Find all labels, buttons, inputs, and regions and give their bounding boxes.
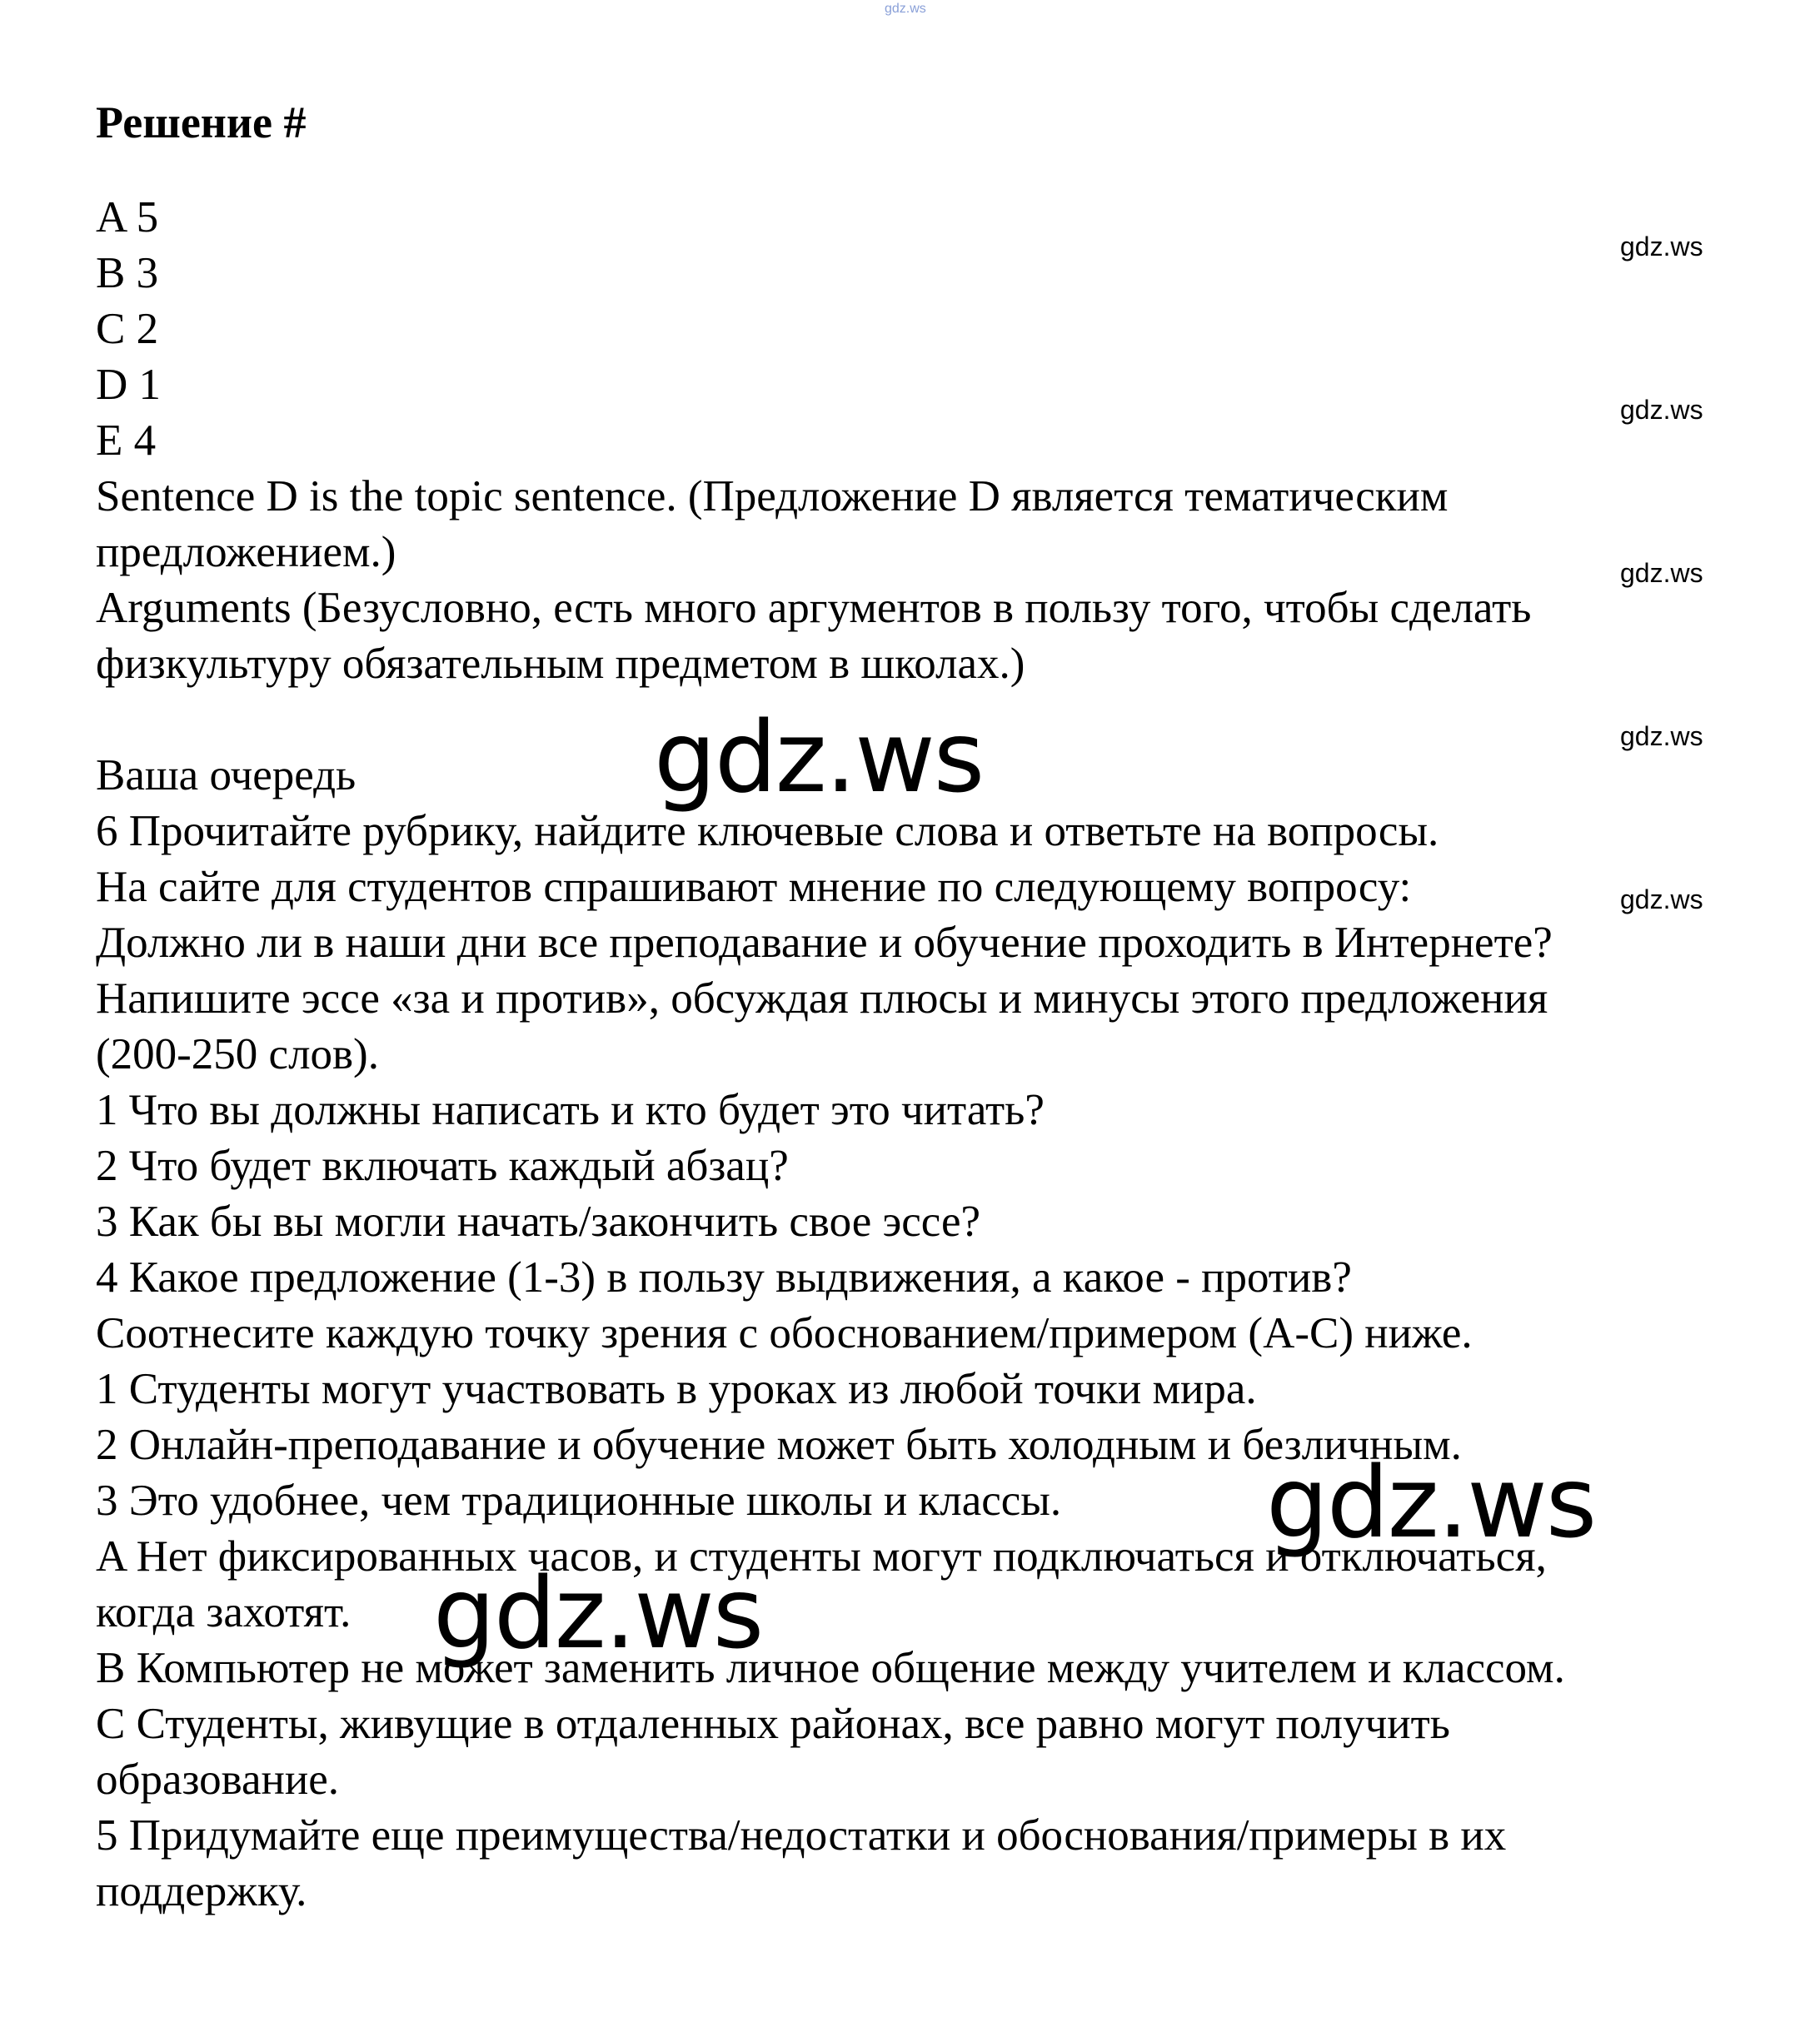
- large-watermark-2: gdz.ws: [1266, 1445, 1596, 1560]
- question-4: 4 Какое предложение (1-3) в пользу выдвижения, а какое - против?: [96, 1253, 1352, 1302]
- answer-line-c: C 2: [96, 305, 159, 353]
- justification-a-cont: когда захотят.: [96, 1588, 352, 1636]
- arguments-line-cont: физкультуру обязательным предметом в школах.): [96, 640, 1025, 688]
- answer-line-e: E 4: [96, 416, 157, 465]
- topic-sentence-line-cont: предложением.): [96, 528, 396, 576]
- arguments-line: Arguments (Безусловно, есть много аргументов в пользу того, чтобы сделать: [96, 584, 1532, 632]
- justification-a: A Нет фиксированных часов, и студенты могут подключаться и отключаться,: [96, 1532, 1547, 1581]
- side-watermark-4: gdz.ws: [1620, 721, 1703, 751]
- task-6-line: 6 Прочитайте рубрику, найдите ключевые слова и ответьте на вопросы.: [96, 807, 1439, 855]
- match-instruction: Соотнесите каждую точку зрения с обоснованием/примером (A-C) ниже.: [96, 1309, 1473, 1357]
- solution-heading: Решение #: [96, 97, 307, 147]
- large-watermark-1: gdz.ws: [654, 700, 984, 814]
- question-2: 2 Что будет включать каждый абзац?: [96, 1142, 789, 1190]
- prompt-line-4: (200-250 слов).: [96, 1030, 379, 1078]
- prompt-line-2: Должно ли в наши дни все преподавание и обучение проходить в Интернете?: [96, 919, 1553, 967]
- justification-b: B Компьютер не может заменить личное общение между учителем и классом.: [96, 1644, 1565, 1692]
- side-watermark-2: gdz.ws: [1620, 395, 1703, 425]
- side-watermark-1: gdz.ws: [1620, 232, 1703, 261]
- task-5-line-cont: поддержку.: [96, 1867, 307, 1915]
- justification-c-cont: образование.: [96, 1756, 339, 1804]
- side-watermark-5: gdz.ws: [1620, 884, 1703, 914]
- answer-line-d: D 1: [96, 361, 162, 409]
- viewpoint-2: 2 Онлайн-преподавание и обучение может быть холодным и безличным.: [96, 1421, 1462, 1469]
- top-watermark: gdz.ws: [885, 2, 926, 16]
- answer-line-b: B 3: [96, 249, 159, 297]
- prompt-line-3: Напишите эссе «за и против», обсуждая плюсы и минусы этого предложения: [96, 974, 1548, 1023]
- your-turn-title: Ваша очередь: [96, 751, 357, 799]
- viewpoint-1: 1 Студенты могут участвовать в уроках из любой точки мира.: [96, 1365, 1257, 1413]
- large-watermark-3: gdz.ws: [433, 1556, 763, 1671]
- task-5-line: 5 Придумайте еще преимущества/недостатки и обоснования/примеры в их: [96, 1811, 1507, 1860]
- side-watermark-3: gdz.ws: [1620, 558, 1703, 588]
- question-3: 3 Как бы вы могли начать/закончить свое эссе?: [96, 1198, 980, 1246]
- viewpoint-3: 3 Это удобнее, чем традиционные школы и классы.: [96, 1477, 1062, 1525]
- prompt-line-1: На сайте для студентов спрашивают мнение по следующему вопросу:: [96, 863, 1412, 911]
- topic-sentence-line: Sentence D is the topic sentence. (Предложение D является тематическим: [96, 472, 1449, 520]
- answer-line-a: A 5: [96, 193, 159, 242]
- justification-c: C Студенты, живущие в отдаленных районах, все равно могут получить: [96, 1700, 1450, 1748]
- solution-body: [96, 190, 1787, 1920]
- question-1: 1 Что вы должны написать и кто будет это читать?: [96, 1086, 1045, 1134]
